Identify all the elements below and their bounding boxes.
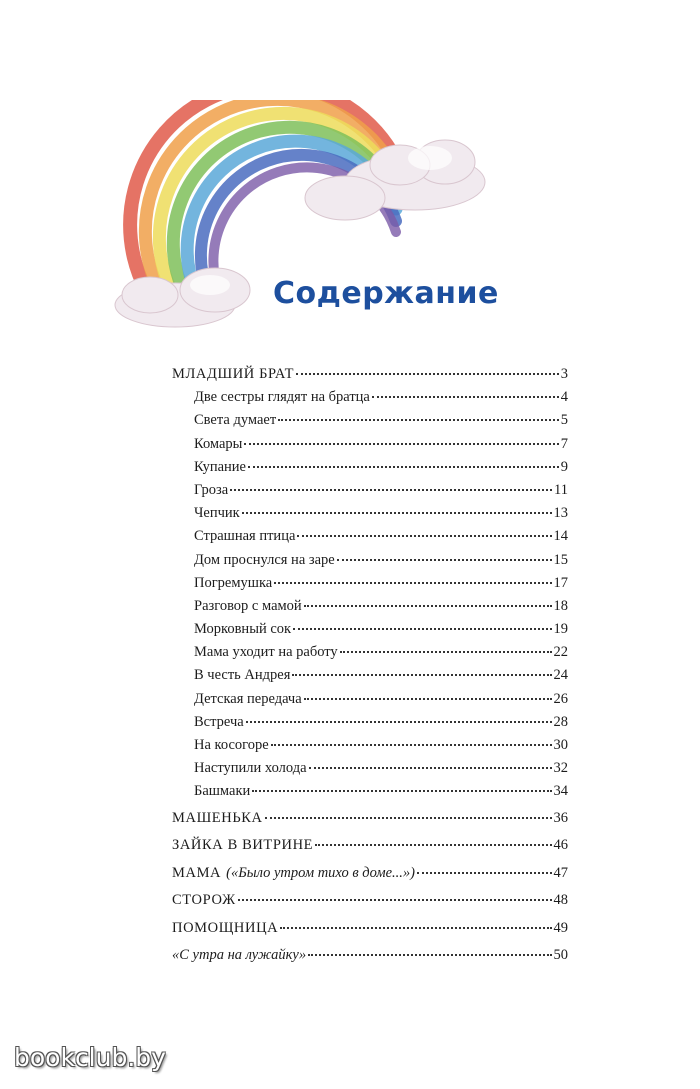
toc-row: Гроза 11 xyxy=(194,481,568,498)
leader-dots xyxy=(278,419,559,421)
toc-row: Две сестры глядят на братца 4 xyxy=(194,389,568,406)
leader-dots xyxy=(337,559,552,561)
leader-dots xyxy=(293,628,551,630)
leader-dots xyxy=(242,512,552,514)
leader-dots xyxy=(244,443,558,445)
toc-row: МАМА («Было утром тихо в доме...») 47 xyxy=(172,860,568,888)
toc-row: Страшная птица 14 xyxy=(194,528,568,545)
toc-row: Встреча 28 xyxy=(194,713,568,730)
watermark: bookclub.by xyxy=(14,1043,166,1072)
leader-dots xyxy=(304,698,552,700)
toc-row: Купание 9 xyxy=(194,458,568,475)
toc-note: («Было утром тихо в доме...») xyxy=(226,864,415,881)
leader-dots xyxy=(340,651,552,653)
toc-row: ПОМОЩНИЦА 49 xyxy=(172,919,568,936)
toc-row: На косогоре 30 xyxy=(194,737,568,753)
toc-row: Башмаки 34 xyxy=(194,783,568,800)
toc-row: СТОРОЖ 48 xyxy=(172,892,568,909)
toc-row: «С утра на лужайку» 50 xyxy=(172,947,568,964)
leader-dots xyxy=(308,954,551,956)
leader-dots xyxy=(296,373,559,375)
toc-row: В честь Андрея 24 xyxy=(194,667,568,684)
leader-dots xyxy=(265,817,552,819)
leader-dots xyxy=(248,466,559,468)
toc-row: Детская передача 26 xyxy=(194,690,568,707)
leader-dots xyxy=(372,396,559,398)
toc-row: Погремушка 17 xyxy=(194,574,568,591)
toc-row: Дом проснулся на заре 15 xyxy=(194,551,568,568)
toc-row: Мама уходит на работу 22 xyxy=(194,644,568,661)
toc-row: ЗАЙКА В ВИТРИНЕ 46 xyxy=(172,837,568,854)
toc-row: Комары 7 xyxy=(194,435,568,452)
leader-dots xyxy=(309,767,552,769)
leader-dots xyxy=(292,674,551,676)
leader-dots xyxy=(230,489,552,491)
leader-dots xyxy=(315,844,551,846)
leader-dots xyxy=(271,744,552,746)
leader-dots xyxy=(274,582,551,584)
toc-row: Разговор с мамой 18 xyxy=(194,597,568,614)
leader-dots xyxy=(252,790,551,792)
leader-dots xyxy=(246,721,552,723)
toc-row: Чепчик 13 xyxy=(194,505,568,522)
leader-dots xyxy=(280,927,551,929)
leader-dots xyxy=(304,605,552,607)
toc-row: Наступили холода 32 xyxy=(194,760,568,777)
table-of-contents xyxy=(172,363,568,970)
toc-row: МАШЕНЬКА 36 xyxy=(172,809,568,826)
leader-dots xyxy=(297,535,551,537)
toc-row: МЛАДШИЙ БРАТ 3 xyxy=(172,366,568,382)
contents-heading: Содержание xyxy=(273,276,499,311)
toc-row: Морковный сок 19 xyxy=(194,621,568,638)
toc-row: Света думает 5 xyxy=(194,412,568,429)
leader-dots xyxy=(417,872,552,874)
leader-dots xyxy=(238,899,552,901)
